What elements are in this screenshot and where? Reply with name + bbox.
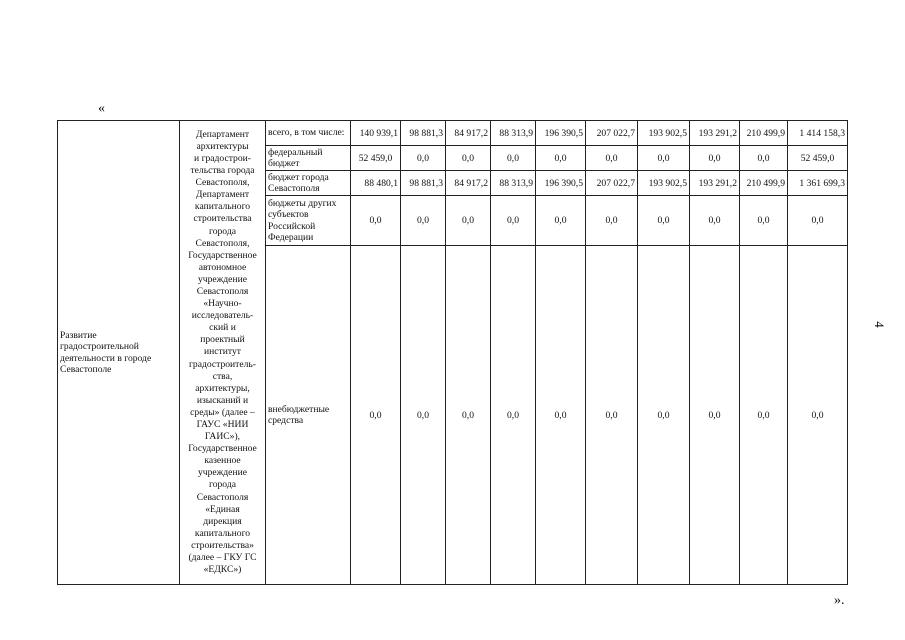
total-value-cell: 52 459,0 [788,146,848,171]
value-cell: 0,0 [446,246,491,585]
total-value-cell: 0,0 [788,196,848,246]
executor-line: градостроитель- [188,358,256,370]
value-cell: 88 313,9 [491,121,536,146]
value-cell: 0,0 [536,196,586,246]
closing-quote-mark: ». [834,593,845,608]
executor-line: строительства» [191,539,254,551]
funding-source-label: всего, в том числе: [266,121,351,146]
executor-line: Севастополя [196,491,249,503]
total-value-cell: 1 361 699,3 [788,171,848,196]
value-cell: 210 499,9 [740,121,788,146]
executor-line: (далее – ГКУ ГС [188,552,257,564]
value-cell: 193 902,5 [638,171,690,196]
value-cell: 84 917,2 [446,171,491,196]
value-cell: 140 939,1 [351,121,401,146]
value-cell: 0,0 [401,246,446,585]
executor-line: капитального [194,201,251,213]
total-value-cell: 0,0 [788,246,848,585]
value-cell: 0,0 [491,196,536,246]
value-cell: 0,0 [638,246,690,585]
executor-line: архитектуры, [195,382,250,394]
value-cell: 0,0 [740,196,788,246]
executor-line: Государственное [188,249,257,261]
value-cell: 0,0 [586,196,638,246]
executor-line: Департамент [195,128,250,140]
value-cell: 0,0 [740,246,788,585]
executor-line: казенное [204,455,241,467]
value-cell: 0,0 [446,196,491,246]
executor-line: Севастополя, [195,237,250,249]
value-cell: 0,0 [446,146,491,171]
value-cell: 0,0 [536,146,586,171]
executor-line: ГАИС»), [204,431,241,443]
executor-line: архитектуры [196,140,249,152]
value-cell: 88 313,9 [491,171,536,196]
budget-table [57,120,848,585]
executor-line: Севастополя, [195,177,250,189]
value-cell: 0,0 [491,246,536,585]
executor-line: строительства [193,213,252,225]
value-cell: 98 881,3 [401,171,446,196]
value-cell: 207 022,7 [586,171,638,196]
value-cell: 0,0 [690,246,740,585]
executor-line: ский и [209,322,236,334]
executor-line: «ЕДКС») [203,564,242,576]
value-cell: 207 022,7 [586,121,638,146]
value-cell: 196 390,5 [536,121,586,146]
executor-line: проектный [200,334,245,346]
executor-line: автономное [198,261,247,273]
executor-line: «Научно- [203,298,242,310]
executor-line: ГАУС «НИИ [196,419,249,431]
value-cell: 0,0 [586,246,638,585]
executor-line: и градострои- [194,152,251,164]
funding-source-label: бюджеты других субъектов Российской Федерации [266,196,351,246]
value-cell: 0,0 [690,196,740,246]
value-cell: 210 499,9 [740,171,788,196]
executor-line: дирекция [203,515,242,527]
executor-line: Севастополя [196,285,249,297]
funding-source-label: федеральный бюджет [266,146,351,171]
value-cell: 193 291,2 [690,171,740,196]
funding-source-label: бюджет города Севастополя [266,171,351,196]
executor-line: исследователь- [191,310,254,322]
value-cell: 193 902,5 [638,121,690,146]
executor-line: институт [204,346,241,358]
executor-line: учреждение [198,467,247,479]
program-name-cell: Развитие градостроительной деятельности в городе Севастополе [58,121,180,585]
executor-line: «Единая [205,503,240,515]
executor-line: капитального [194,527,251,539]
table-row-total [58,121,848,146]
executor-line: изысканий и [196,394,249,406]
value-cell: 88 480,1 [351,171,401,196]
executor-line: Департамент [195,189,250,201]
executor-line: города [209,225,236,237]
value-cell: 0,0 [401,196,446,246]
value-cell: 193 291,2 [690,121,740,146]
executor-line: города [209,479,236,491]
value-cell: 0,0 [586,146,638,171]
executor-line: среды» (далее – [190,406,255,418]
value-cell: 52 459,0 [351,146,401,171]
value-cell: 0,0 [740,146,788,171]
executor-cell [180,121,266,585]
total-value-cell: 1 414 158,3 [788,121,848,146]
funding-source-label: внебюджетные средства [266,246,351,585]
executor-line: Государственное [188,443,257,455]
executor-line: учреждение [198,273,247,285]
page-number: 4 [871,321,887,328]
value-cell: 0,0 [351,196,401,246]
executor-line: тельства города [190,165,255,177]
executor-line: ства, [212,370,233,382]
value-cell: 0,0 [536,246,586,585]
value-cell: 0,0 [690,146,740,171]
opening-quote-mark: « [98,101,105,116]
value-cell: 0,0 [401,146,446,171]
value-cell: 0,0 [638,196,690,246]
value-cell: 0,0 [351,246,401,585]
value-cell: 0,0 [491,146,536,171]
value-cell: 98 881,3 [401,121,446,146]
value-cell: 84 917,2 [446,121,491,146]
value-cell: 0,0 [638,146,690,171]
value-cell: 196 390,5 [536,171,586,196]
